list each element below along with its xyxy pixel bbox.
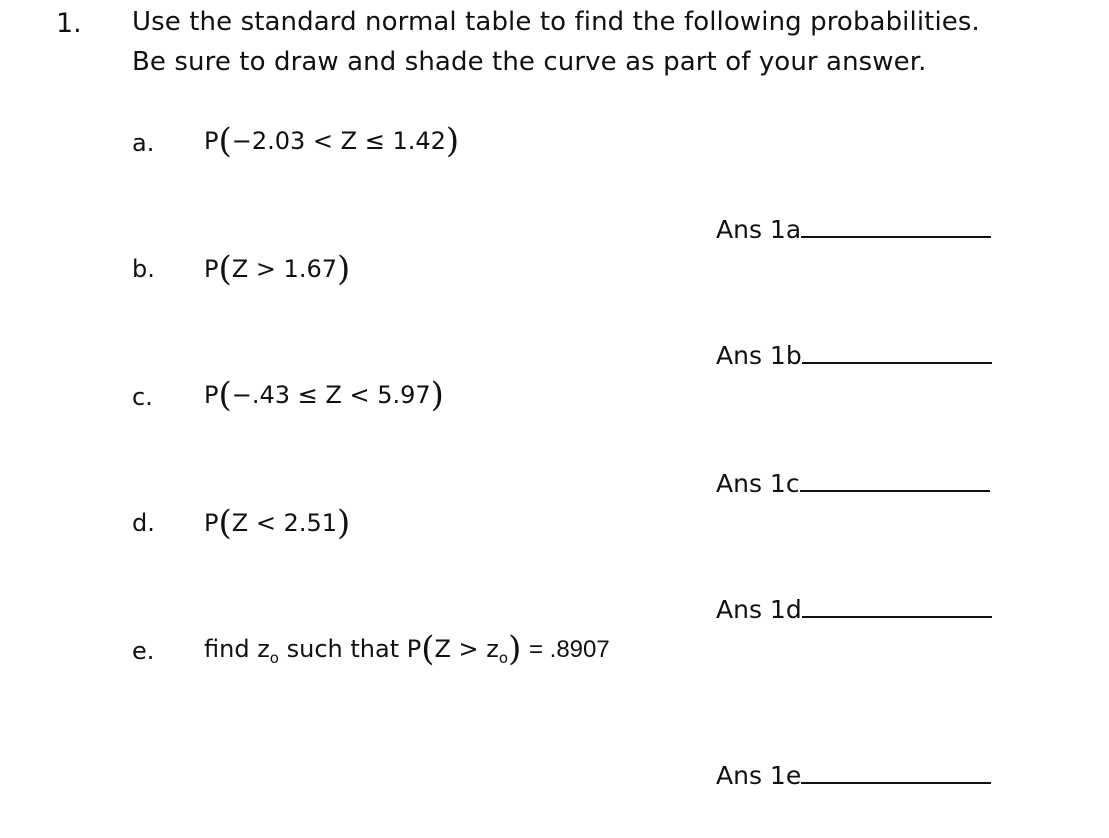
open-paren: ( <box>218 503 232 543</box>
answer-1b-blank[interactable] <box>802 340 992 364</box>
part-e-inequality: Z > z <box>434 635 499 663</box>
probability-symbol: P <box>204 381 219 409</box>
answer-1c-blank[interactable] <box>800 468 990 492</box>
part-a-expression <box>204 121 460 161</box>
close-paren: ) <box>337 503 351 543</box>
answer-1a <box>716 214 991 245</box>
answer-1a-blank[interactable] <box>801 214 991 238</box>
answer-1b-label: Ans 1b <box>716 341 802 370</box>
probability-symbol: P <box>204 127 219 155</box>
part-b-expression <box>204 249 351 289</box>
part-c-label: c. <box>132 383 153 411</box>
open-paren: ( <box>218 375 232 415</box>
open-paren: ( <box>421 629 435 669</box>
probability-symbol: P <box>204 255 219 283</box>
part-d-label: d. <box>132 509 155 537</box>
instruction-line-2: Be sure to draw and shade the curve as part of your answer. <box>132 47 927 77</box>
close-paren: ) <box>337 249 351 289</box>
part-e-expression <box>204 629 610 673</box>
part-c-expression <box>204 375 444 415</box>
part-e-find-subscript: o <box>269 649 279 667</box>
part-b-inequality: Z > 1.67 <box>231 255 337 283</box>
part-e-inequality-subscript: o <box>498 649 509 667</box>
answer-1d-blank[interactable] <box>802 594 992 618</box>
answer-1b <box>716 340 992 371</box>
open-paren: ( <box>218 249 232 289</box>
answer-1e-blank[interactable] <box>801 760 991 784</box>
part-a-label: a. <box>132 129 155 157</box>
answer-1d <box>716 594 992 625</box>
part-e-find-text: find z <box>204 635 270 663</box>
instruction-line-1: Use the standard normal table to find the following probabilities. <box>132 7 980 37</box>
answer-1c-label: Ans 1c <box>716 469 800 498</box>
open-paren: ( <box>218 121 232 161</box>
part-b-label: b. <box>132 255 155 283</box>
part-e-equals-value: = .8907 <box>528 636 610 663</box>
part-a-inequality: −2.03 < Z ≤ 1.42 <box>231 127 446 155</box>
answer-1e <box>716 760 991 791</box>
close-paren: ) <box>508 629 522 669</box>
answer-1a-label: Ans 1a <box>716 215 802 244</box>
part-d-expression <box>204 503 351 543</box>
answer-1c <box>716 468 990 499</box>
close-paren: ) <box>445 121 460 161</box>
answer-1e-label: Ans 1e <box>716 761 802 790</box>
part-e-label: e. <box>132 637 155 665</box>
part-c-inequality: −.43 ≤ Z < 5.97 <box>231 381 431 409</box>
probability-symbol: P <box>204 509 219 537</box>
probability-symbol: P <box>406 635 422 663</box>
part-d-inequality: Z < 2.51 <box>231 509 337 537</box>
question-number: 1. <box>56 8 82 39</box>
part-e-such-that-text: such that <box>278 635 407 663</box>
answer-1d-label: Ans 1d <box>716 595 802 624</box>
close-paren: ) <box>430 375 444 415</box>
